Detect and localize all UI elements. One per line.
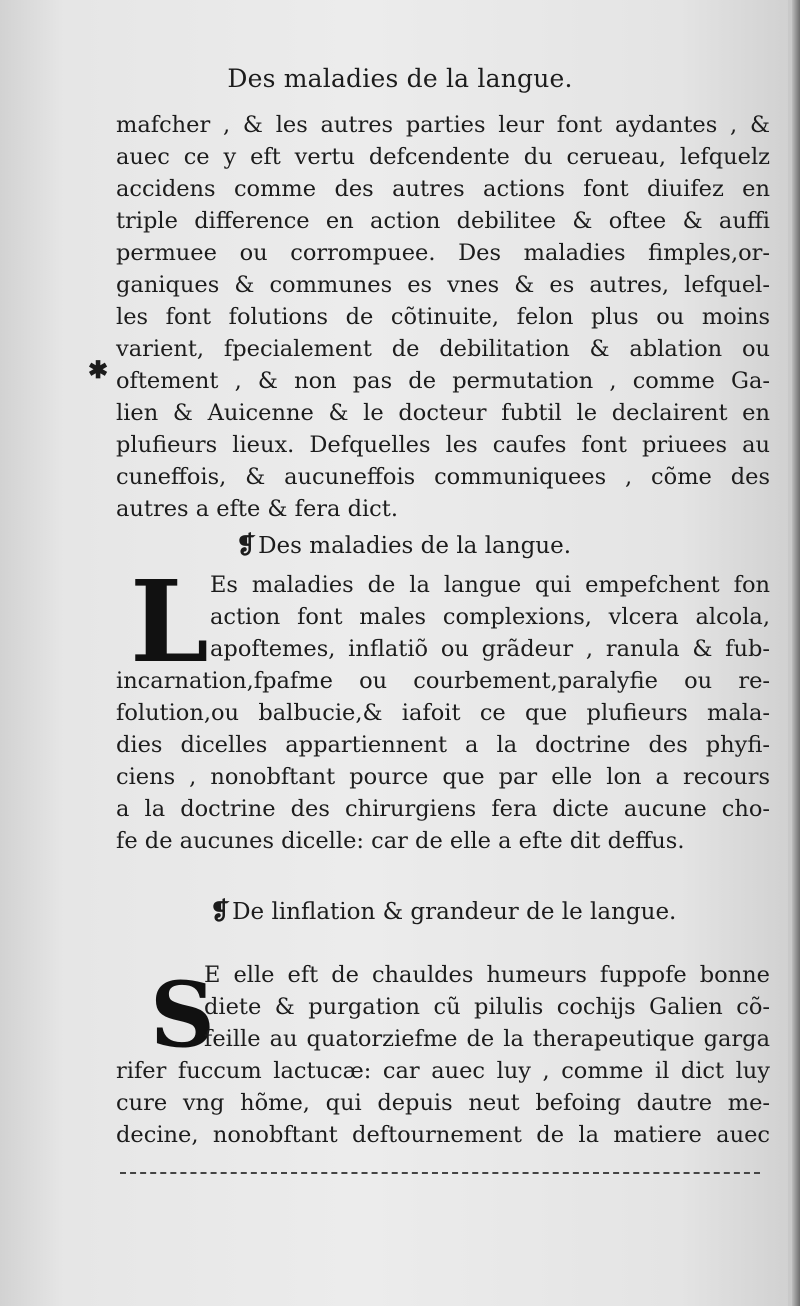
text-line: a la doctrine des chirurgiens fera dicte aucune cho- — [116, 796, 770, 822]
text-line: fe de aucunes dicelle: car de elle a efte dit deffus. — [116, 828, 685, 854]
running-header: Des maladies de la langue. — [227, 64, 573, 93]
text-line: plufieurs lieux. Defquelles les caufes font priuees au — [116, 432, 770, 458]
text-line: permuee ou corrompuee. Des maladies fimples,or- — [116, 240, 770, 266]
text-line: feille au quatorziefme de la therapeutique garga — [204, 1026, 770, 1052]
drop-capital-s: S — [150, 962, 215, 1068]
section-heading-text: Des maladies de la langue. — [258, 533, 572, 559]
text-line: rifer fuccum lactucæ: car auec luy , comme il dict luy — [116, 1058, 770, 1084]
section-heading — [236, 530, 571, 559]
text-line: decine, nonobftant deftournement de la matiere auec — [116, 1122, 770, 1148]
text-line: Es maladies de la langue qui empefchent fon — [210, 572, 770, 598]
text-line: dies dicelles appartiennent a la doctrine des phyfi- — [116, 732, 770, 758]
text-line: folution,ou balbucie,& iafoit ce que plufieurs mala- — [116, 700, 770, 726]
text-line: action font males complexions, vlcera alcola, — [210, 604, 770, 630]
text-line: apoftemes, inflatiõ ou grãdeur , ranula & fub- — [210, 636, 770, 662]
text-line: cure vng hõme, qui depuis neut befoing dautre me- — [116, 1090, 770, 1116]
text-line: lien & Auicenne & le docteur fubtil le declairent en — [116, 400, 770, 426]
text-line: les font folutions de cõtinuite, felon plus ou moins — [116, 304, 770, 330]
text-line: triple difference en action debilitee & oftee & auffi — [116, 208, 770, 234]
text-line: ganiques & communes es vnes & es autres, lefquel- — [116, 272, 770, 298]
marginal-asterisk: ✱ — [88, 355, 109, 384]
page-edge — [792, 0, 800, 1306]
section-heading — [210, 896, 676, 925]
text-line: autres a efte & fera dict. — [116, 496, 398, 522]
text-line: oftement , & non pas de permutation , comme Ga- — [116, 368, 770, 394]
bottom-rule — [120, 1172, 760, 1174]
text-line: incarnation,fpafme ou courbement,paralyfie ou re- — [116, 668, 770, 694]
pilcrow-icon: ❡ — [210, 896, 231, 925]
drop-capital-l: L — [130, 557, 209, 688]
text-line: varient, fpecialement de debilitation & ablation ou — [116, 336, 770, 362]
pilcrow-icon: ❡ — [236, 530, 257, 559]
section-heading-text: De linflation & grandeur de le langue. — [232, 899, 677, 925]
text-line: ciens , nonobftant pource que par elle lon a recours — [116, 764, 770, 790]
text-line: diete & purgation cũ pilulis cochijs Galien cõ- — [204, 994, 770, 1020]
text-line: mafcher , & les autres parties leur font aydantes , & — [116, 112, 770, 138]
text-line: auec ce y eft vertu defcendente du cerueau, lefquelz — [116, 144, 770, 170]
text-line: cuneffois, & aucuneffois communiquees , cõme des — [116, 464, 770, 490]
text-line: E elle eft de chauldes humeurs fuppofe bonne — [204, 962, 770, 988]
text-line: accidens comme des autres actions font diuifez en — [116, 176, 770, 202]
